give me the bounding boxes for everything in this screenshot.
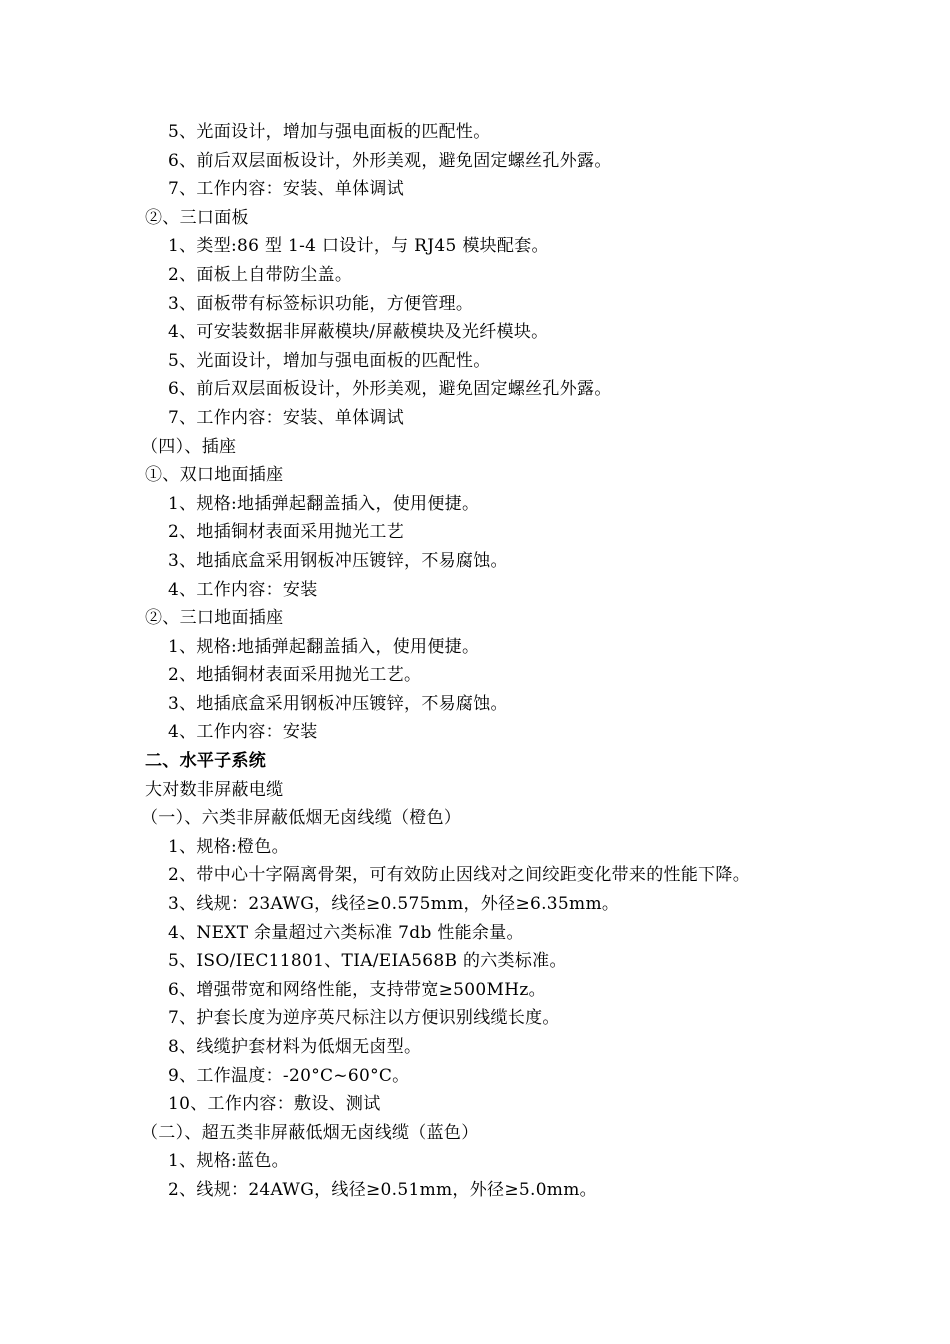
text-line: （二）、超五类非屏蔽低烟无卤线缆（蓝色）: [141, 1122, 479, 1143]
text-line: 5、ISO/IEC11801、TIA/EIA568B 的六类标准。: [168, 951, 567, 972]
text-line: 2、线规：24AWG，线径≥0.51mm，外径≥5.0mm。: [168, 1179, 597, 1200]
text-line: ①、双口地面插座: [145, 465, 284, 486]
text-line: 2、面板上自带防尘盖。: [168, 264, 353, 285]
text-line: 4、工作内容：安装: [168, 579, 318, 600]
text-line: 1、类型:86 型 1-4 口设计，与 RJ45 模块配套。: [168, 236, 549, 257]
text-line: 1、规格:橙色。: [168, 836, 289, 857]
text-line: 7、工作内容：安装、单体调试: [168, 407, 405, 428]
text-line: 2、地插铜材表面采用抛光工艺: [168, 522, 405, 543]
text-line: 6、前后双层面板设计，外形美观，避免固定螺丝孔外露。: [168, 150, 612, 171]
text-line: 6、前后双层面板设计，外形美观，避免固定螺丝孔外露。: [168, 379, 612, 400]
text-line: 6、增强带宽和网络性能，支持带宽≥500MHz。: [168, 979, 546, 1000]
text-line: 3、线规：23AWG，线径≥0.575mm，外径≥6.35mm。: [168, 894, 620, 915]
document-page: [0, 118, 950, 1205]
text-line: 7、工作内容：安装、单体调试: [168, 179, 405, 200]
text-line: 1、规格:地插弹起翻盖插入，使用便捷。: [168, 636, 480, 657]
text-line: 7、护套长度为逆序英尺标注以方便识别线缆长度。: [168, 1008, 560, 1029]
text-line: 5、光面设计，增加与强电面板的匹配性。: [168, 350, 491, 371]
section-heading: 二、水平子系统: [145, 751, 267, 772]
text-line: 4、NEXT 余量超过六类标准 7db 性能余量。: [168, 922, 524, 943]
text-line: 9、工作温度：-20°C~60°C。: [168, 1065, 410, 1086]
text-line: 1、规格:蓝色。: [168, 1151, 289, 1172]
text-line: 1、规格:地插弹起翻盖插入，使用便捷。: [168, 493, 480, 514]
text-line: 10、工作内容：敷设、测试: [168, 1094, 381, 1115]
text-line: 大对数非屏蔽电缆: [145, 779, 284, 800]
text-line: 2、带中心十字隔离骨架，可有效防止因线对之间绞距变化带来的性能下降。: [168, 865, 751, 886]
text-line: ②、三口面板: [145, 207, 249, 228]
text-line: 3、地插底盒采用钢板冲压镀锌，不易腐蚀。: [168, 550, 508, 571]
text-line: 4、工作内容：安装: [168, 722, 318, 743]
text-line: （一）、六类非屏蔽低烟无卤线缆（橙色）: [141, 808, 462, 829]
text-line: 3、面板带有标签标识功能，方便管理。: [168, 293, 474, 314]
text-line: 8、线缆护套材料为低烟无卤型。: [168, 1037, 422, 1057]
text-line: 4、可安装数据非屏蔽模块/屏蔽模块及光纤模块。: [168, 322, 549, 343]
text-line: （四）、插座: [141, 436, 237, 457]
text-line: 2、地插铜材表面采用抛光工艺。: [168, 665, 422, 686]
text-line: ②、三口地面插座: [145, 608, 284, 629]
text-line: 5、光面设计，增加与强电面板的匹配性。: [168, 122, 491, 142]
text-line: 3、地插底盒采用钢板冲压镀锌，不易腐蚀。: [168, 693, 508, 714]
